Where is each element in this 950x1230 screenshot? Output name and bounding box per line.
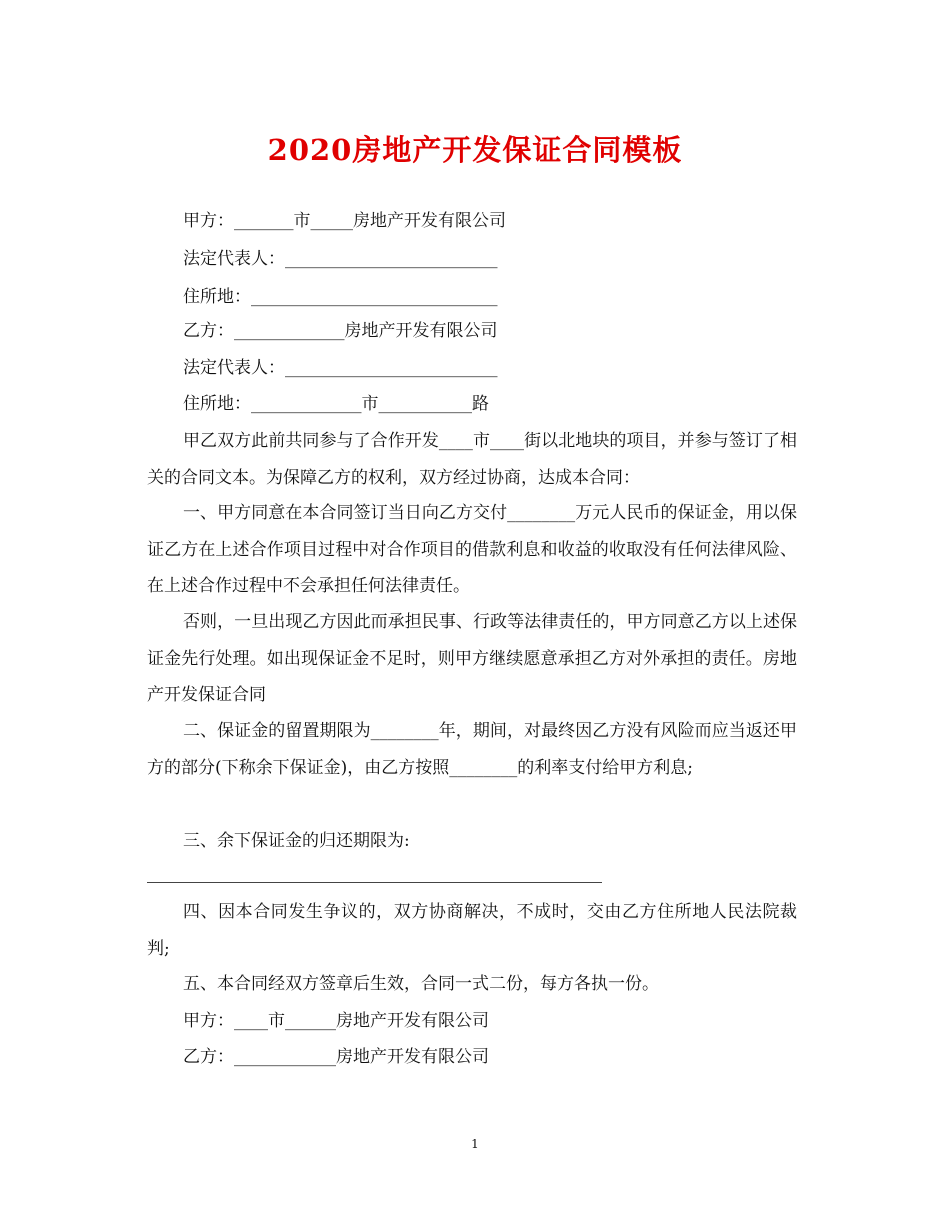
signature-party-a: 甲方：____市______房地产开发有限公司	[183, 1011, 489, 1031]
page-number: 1	[471, 1137, 479, 1151]
preamble-paragraph: 甲乙双方此前共同参与了合作开发____市____街以北地块的项目，并参与签订了相关的合同文本。为保障乙方的权利，双方经过协商，达成本合同：	[147, 431, 797, 488]
document-title: 2020房地产开发保证合同模板	[267, 133, 683, 167]
clause-3-paragraph: 三、余下保证金的归还期限为:	[183, 831, 410, 851]
party-b-address-line: 住所地：_____________市___________路	[183, 394, 489, 414]
party-b-line: 乙方：_____________房地产开发有限公司	[183, 321, 498, 341]
party-a-address-line: 住所地：_____________________________	[183, 287, 498, 307]
party-a-line: 甲方：_______市_____房地产开发有限公司	[183, 211, 506, 231]
clause-1-note-paragraph: 否则，一旦出现乙方因此而承担民事、行政等法律责任的，甲方同意乙方以上述保证金先行处理。如出现保证金不足时，则甲方继续愿意承担乙方对外承担的责任。房地产开发保证合同	[147, 612, 797, 705]
signature-party-b: 乙方：____________房地产开发有限公司	[183, 1047, 489, 1067]
party-b-legal-rep-line: 法定代表人：_________________________	[183, 358, 498, 378]
clause-5-paragraph: 五、本合同经双方签章后生效，合同一式二份，每方各执一份。	[183, 974, 659, 994]
clause-1-paragraph: 一、甲方同意在本合同签订当日向乙方交付________万元人民币的保证金，用以保证乙方在上述合作项目过程中对合作项目的借款利息和收益的收取没有任何法律风险、在上述合作过程中不会承担任何法律责任。	[147, 503, 797, 596]
clause-3-blank-rule	[147, 882, 602, 883]
clause-2-paragraph: 二、保证金的留置期限为________年，期间，对最终因乙方没有风险而应当返还甲方的部分(下称余下保证金)，由乙方按照________的利率支付给甲方利息;	[147, 721, 797, 778]
clause-4-paragraph: 四、因本合同发生争议的，双方协商解决，不成时，交由乙方住所地人民法院裁判;	[147, 902, 797, 959]
party-a-legal-rep-line: 法定代表人：_________________________	[183, 249, 498, 269]
